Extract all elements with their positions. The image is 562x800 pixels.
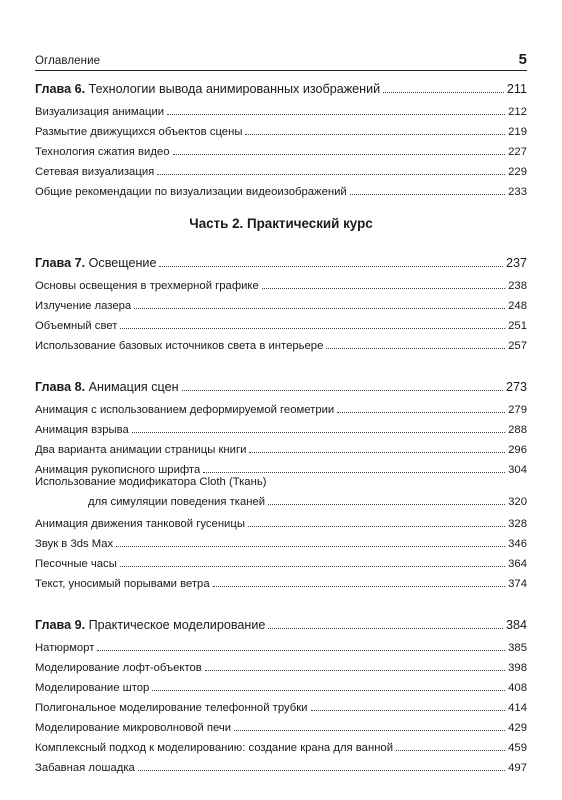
toc-item-label: Анимация движения танковой гусеницы <box>35 518 245 530</box>
toc-item-label: Использование базовых источников света в интерьере <box>35 340 324 352</box>
chapter-title: Освещение <box>88 256 157 270</box>
toc-chapter-9[interactable] <box>35 610 527 632</box>
toc-item-label: Размытие движущихся объектов сцены <box>35 126 243 138</box>
toc-item[interactable] <box>35 98 527 118</box>
toc-item-label: Два варианта анимации страницы книги <box>35 444 247 456</box>
toc-item-page: 328 <box>508 518 527 530</box>
chapter-title: Анимация сцен <box>88 380 179 394</box>
toc-item-page: 288 <box>508 424 527 436</box>
toc-item-page: 257 <box>508 340 527 352</box>
toc-item-page: 414 <box>508 702 527 714</box>
dot-leader <box>337 411 505 413</box>
dot-leader <box>205 669 505 671</box>
toc-item-page: 227 <box>508 146 527 158</box>
toc-item[interactable] <box>35 694 527 714</box>
toc-item-label: Моделирование штор <box>35 682 150 694</box>
toc-item[interactable] <box>35 530 527 550</box>
toc-item-page: 320 <box>508 496 527 508</box>
chapter-prefix: Глава 6. <box>35 82 86 96</box>
toc-item[interactable] <box>35 436 527 456</box>
toc-item[interactable] <box>35 654 527 674</box>
toc-item-label: Общие рекомендации по визуализации видеоизображений <box>35 186 347 198</box>
dot-leader <box>234 729 505 731</box>
dot-leader <box>159 265 503 267</box>
toc-chapter-6[interactable] <box>35 74 527 96</box>
toc-item[interactable] <box>35 734 527 754</box>
toc-item-page: 459 <box>508 742 527 754</box>
dot-leader <box>311 709 506 711</box>
toc-item-page: 238 <box>508 280 527 292</box>
toc-item-label: Анимация взрыва <box>35 424 129 436</box>
toc-item-page: 408 <box>508 682 527 694</box>
toc-chapter-7[interactable] <box>35 248 527 270</box>
dot-leader <box>245 133 505 135</box>
toc-item-page: 212 <box>508 106 527 118</box>
toc-item-label: Излучение лазера <box>35 300 132 312</box>
toc-item[interactable] <box>35 416 527 436</box>
toc-item[interactable] <box>35 312 527 332</box>
dot-leader <box>138 769 505 771</box>
dot-leader <box>120 327 505 329</box>
chapter-title: Практическое моделирование <box>88 618 266 632</box>
toc-item[interactable] <box>35 510 527 530</box>
toc-item[interactable] <box>35 550 527 570</box>
toc-item-label: Основы освещения в трехмерной графике <box>35 280 259 292</box>
running-header <box>35 49 527 71</box>
toc-item[interactable] <box>35 754 527 774</box>
toc-item-label: Объемный свет <box>35 320 118 332</box>
chapter-page: 237 <box>505 256 527 270</box>
dot-leader <box>248 525 505 527</box>
toc-item-page: 229 <box>508 166 527 178</box>
toc-item[interactable] <box>35 714 527 734</box>
toc-item-label: Песочные часы <box>35 558 117 570</box>
toc-chapter-8[interactable] <box>35 372 527 394</box>
toc-item-page: 374 <box>508 578 527 590</box>
chapter-page: 211 <box>506 82 527 96</box>
dot-leader <box>262 287 505 289</box>
dot-leader <box>157 173 505 175</box>
toc-item-label: Анимация рукописного шрифта <box>35 464 201 476</box>
toc-item[interactable] <box>35 118 527 138</box>
toc-item-page: 346 <box>508 538 527 550</box>
toc-item[interactable] <box>35 674 527 694</box>
toc-item-label: Визуализация анимации <box>35 106 165 118</box>
toc-item-page: 251 <box>508 320 527 332</box>
chapter-page: 384 <box>505 618 527 632</box>
toc-item[interactable] <box>35 456 527 476</box>
dot-leader <box>167 113 505 115</box>
toc-item-label: Моделирование лофт-объектов <box>35 662 202 674</box>
table-of-contents <box>35 74 527 774</box>
dot-leader <box>120 565 505 567</box>
chapter-prefix: Глава 8. <box>35 380 86 394</box>
toc-item-label: Моделирование микроволновой печи <box>35 722 232 734</box>
dot-leader <box>134 307 505 309</box>
toc-item[interactable] <box>35 272 527 292</box>
toc-item[interactable] <box>35 292 527 312</box>
toc-item[interactable] <box>35 476 527 510</box>
dot-leader <box>182 389 503 391</box>
dot-leader <box>132 431 505 433</box>
toc-item-label-continued: для симуляции поведения тканей <box>88 496 266 508</box>
page-number: 5 <box>518 51 527 68</box>
toc-item-label: Забавная лошадка <box>35 762 135 774</box>
dot-leader <box>268 503 505 505</box>
dot-leader <box>396 749 505 751</box>
header-title: Оглавление <box>35 55 101 67</box>
part-title: Часть 2. Практический курс <box>189 216 373 231</box>
toc-item-label: Анимация с использованием деформируемой геометрии <box>35 404 335 416</box>
chapter-page: 273 <box>505 380 527 394</box>
toc-item-label: Сетевая визуализация <box>35 166 155 178</box>
toc-item-label: Технология сжатия видео <box>35 146 170 158</box>
toc-item-label: Использование модификатора Cloth (Ткань) <box>35 476 267 488</box>
toc-item-page: 219 <box>508 126 527 138</box>
toc-item[interactable] <box>35 138 527 158</box>
toc-item-page: 497 <box>508 762 527 774</box>
toc-item-page: 364 <box>508 558 527 570</box>
toc-item-page: 296 <box>508 444 527 456</box>
toc-item[interactable] <box>35 178 527 198</box>
toc-item-label: Натюрморт <box>35 642 95 654</box>
spacer <box>35 590 527 610</box>
toc-item-page: 233 <box>508 186 527 198</box>
dot-leader <box>97 649 505 651</box>
toc-item[interactable] <box>35 158 527 178</box>
toc-item-page: 248 <box>508 300 527 312</box>
toc-item-label: Полигональное моделирование телефонной трубки <box>35 702 308 714</box>
toc-item-page: 429 <box>508 722 527 734</box>
toc-item[interactable] <box>35 570 527 590</box>
toc-item-label: Комплексный подход к моделированию: создание крана для ванной <box>35 742 394 754</box>
toc-item[interactable] <box>35 634 527 654</box>
spacer <box>35 352 527 372</box>
toc-item[interactable] <box>35 396 527 416</box>
dot-leader <box>268 627 503 629</box>
chapter-title: Технологии вывода анимированных изображений <box>88 82 381 96</box>
dot-leader <box>326 347 505 349</box>
toc-item-page: 385 <box>508 642 527 654</box>
toc-item-label: Текст, уносимый порывами ветра <box>35 578 210 590</box>
dot-leader <box>152 689 505 691</box>
dot-leader <box>173 153 506 155</box>
dot-leader <box>350 193 505 195</box>
toc-item[interactable] <box>35 332 527 352</box>
toc-item-label: Звук в 3ds Max <box>35 538 114 550</box>
chapter-prefix: Глава 9. <box>35 618 86 632</box>
toc-item-page: 304 <box>508 464 527 476</box>
dot-leader <box>203 471 505 473</box>
dot-leader <box>383 91 504 93</box>
dot-leader <box>249 451 505 453</box>
toc-item-page: 279 <box>508 404 527 416</box>
dot-leader <box>213 585 506 587</box>
dot-leader <box>116 545 505 547</box>
toc-item-page: 398 <box>508 662 527 674</box>
chapter-prefix: Глава 7. <box>35 256 86 270</box>
